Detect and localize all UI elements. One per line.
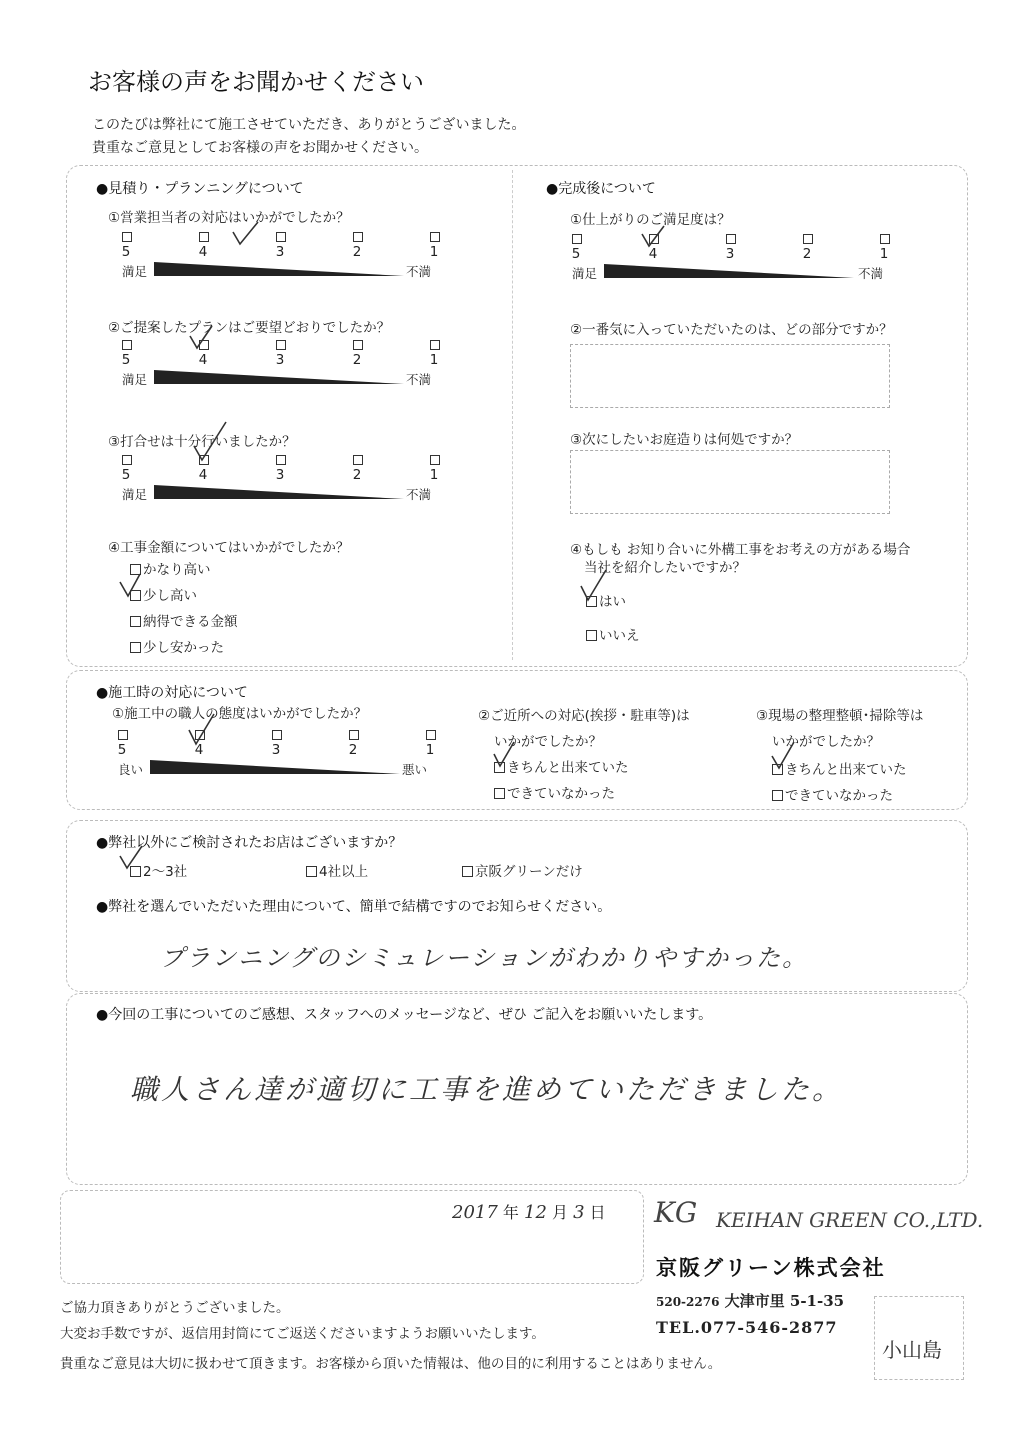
company-address (656, 1290, 844, 1311)
other-option-4plus[interactable]: 4社以上 (306, 860, 368, 880)
rating-5-label: 5 (571, 246, 581, 262)
rating-2-checkbox[interactable] (349, 730, 359, 740)
rating-1-checkbox[interactable] (880, 234, 890, 244)
after-q3-label: ③次にしたいお庭造りは何処ですか？ (570, 432, 799, 448)
scale-wedge (154, 370, 404, 384)
estimate-q4-label: ④工事金額についてはいかがでしたか？ (108, 540, 350, 556)
scale-wedge (154, 262, 404, 276)
scale-left-label: 満足 (122, 264, 148, 279)
scale-left-label: 満足 (122, 372, 148, 387)
rating-3-label: 3 (275, 244, 285, 260)
rating-5-label: 5 (121, 467, 131, 483)
other-shops-question: ●弊社以外にご検討されたお店はございますか？ (96, 835, 403, 851)
rating-3-checkbox[interactable] (276, 232, 286, 242)
intro-line-1: このたびは弊社にて施工させていただき、ありがとうございました。 (92, 117, 526, 133)
date-month: 12 (524, 1202, 547, 1223)
rating-2-checkbox[interactable] (803, 234, 813, 244)
rating-3-label: 3 (275, 467, 285, 483)
scale-left-label: 満足 (122, 487, 148, 502)
footer-line-3: 貴重なご意見は大切に扱わせて頂きます。お客様から頂いた情報は、他の目的に利用することはありません。 (60, 1356, 722, 1372)
postal-code: 520-2276 (656, 1295, 720, 1309)
rating-3-checkbox[interactable] (726, 234, 736, 244)
rating-1-checkbox[interactable] (430, 232, 440, 242)
estimate-q1-label: ①営業担当者の対応はいかがでしたか？ (108, 210, 350, 226)
date-line (452, 1200, 606, 1223)
company-logo: KG (654, 1196, 698, 1229)
rating-1-label: 1 (879, 246, 889, 262)
rating-1-label: 1 (429, 467, 439, 483)
rating-2-checkbox[interactable] (353, 232, 363, 242)
scale-wedge (150, 760, 400, 774)
after-heading: ●完成後について (546, 181, 656, 197)
cleanup-option-bad[interactable]: できていなかった (772, 784, 893, 804)
checkmark-icon (118, 844, 144, 872)
address-text: 大津市里 5-1-35 (724, 1292, 845, 1310)
date-year-label: 年 (502, 1203, 519, 1222)
checkmark-icon (186, 712, 216, 746)
construction-q1-label: ①施工中の職人の態度はいかがでしたか？ (112, 706, 368, 722)
rating-2-label: 2 (352, 244, 362, 260)
after-q2-label: ②一番気に入っていただいたのは、どの部分ですか？ (570, 322, 893, 338)
scale-left-label: 満足 (572, 266, 598, 281)
rating-4-checkbox[interactable] (199, 232, 209, 242)
rating-1-label: 1 (429, 244, 439, 260)
footer-line-2: 大変お手数ですが、返信用封筒にてご返送くださいますようお願いいたします。 (60, 1326, 545, 1342)
checkmark-icon (118, 572, 142, 600)
other-option-keihan-only[interactable]: 京阪グリーンだけ (462, 860, 583, 880)
checkmark-icon (190, 420, 230, 464)
rating-1-label: 1 (425, 742, 435, 758)
estimate-q3-scale (122, 455, 442, 505)
construction-q1-scale (118, 730, 438, 780)
neighbor-option-bad[interactable]: できていなかった (494, 782, 615, 802)
rating-1-checkbox[interactable] (426, 730, 436, 740)
footer-line-1: ご協力頂きありがとうございました。 (60, 1300, 290, 1316)
rating-3-label: 3 (271, 742, 281, 758)
rating-1-checkbox[interactable] (430, 340, 440, 350)
date-day-label: 日 (589, 1203, 606, 1222)
estimate-q2-scale (122, 340, 442, 390)
rating-3-checkbox[interactable] (276, 455, 286, 465)
rating-4-label: 4 (198, 244, 208, 260)
rating-4-label: 4 (198, 352, 208, 368)
rating-5-checkbox[interactable] (122, 455, 132, 465)
rating-4-label: 4 (198, 467, 208, 483)
message-question: ●今回の工事についてのご感想、スタッフへのメッセージなど、ぜひ ご記入をお願いいたします。 (96, 1007, 713, 1023)
other-option-2-3[interactable]: 2～3社 (130, 860, 187, 880)
recommend-no-option[interactable]: いいえ (586, 624, 640, 644)
estimate-q1-scale (122, 232, 442, 282)
construction-q2-label-2: いかがでしたか？ (494, 734, 602, 750)
rating-5-checkbox[interactable] (572, 234, 582, 244)
reason-question: ●弊社を選んでいただいた理由について、簡単で結構ですのでお知らせください。 (96, 899, 612, 915)
after-q1-scale (572, 234, 892, 284)
price-option-1[interactable]: かなり高い (130, 558, 211, 578)
rating-1-label: 1 (429, 352, 439, 368)
rating-5-checkbox[interactable] (118, 730, 128, 740)
after-q4-label-2: 当社を紹介したいですか？ (584, 560, 746, 576)
company-brand: KEIHAN GREEN CO.,LTD. (716, 1208, 984, 1232)
intro-line-2: 貴重なご意見としてお客様の声をお聞かせください。 (92, 140, 428, 156)
neighbor-option-good[interactable]: きちんと出来ていた (494, 756, 629, 776)
scale-right-label: 悪い (402, 762, 428, 777)
scale-right-label: 不満 (406, 372, 432, 387)
rating-1-checkbox[interactable] (430, 455, 440, 465)
rating-3-label: 3 (725, 246, 735, 262)
scale-wedge (604, 264, 854, 278)
scale-left-label: 良い (118, 762, 144, 777)
rating-2-label: 2 (802, 246, 812, 262)
scale-right-label: 不満 (858, 266, 884, 281)
rating-4-label: 4 (194, 742, 204, 758)
next-garden-answer-box[interactable] (570, 450, 890, 514)
checkmark-icon (188, 324, 214, 352)
scale-wedge (154, 485, 404, 499)
construction-q3-label: ③現場の整理整頓･掃除等は (756, 708, 924, 724)
estimate-heading: ●見積り・プランニングについて (96, 181, 304, 197)
favorite-part-answer-box[interactable] (570, 344, 890, 408)
rating-3-label: 3 (275, 352, 285, 368)
checkmark-icon (578, 568, 608, 604)
price-option-4[interactable]: 少し安かった (130, 636, 224, 656)
rating-2-checkbox[interactable] (353, 455, 363, 465)
after-q1-label: ①仕上がりのご満足度は？ (570, 212, 731, 228)
rating-5-label: 5 (121, 244, 131, 260)
rating-3-checkbox[interactable] (276, 340, 286, 350)
checkmark-icon (770, 740, 796, 772)
rating-2-label: 2 (348, 742, 358, 758)
price-option-3[interactable]: 納得できる金額 (130, 610, 238, 630)
construction-q3-label-2: いかがでしたか？ (772, 734, 880, 750)
reason-answer: プランニングのシミュレーションがわかりやすかった。 (160, 944, 809, 972)
checkmark-icon (640, 224, 666, 250)
rating-2-checkbox[interactable] (353, 340, 363, 350)
scale-right-label: 不満 (406, 487, 432, 502)
rating-2-label: 2 (352, 467, 362, 483)
rating-5-checkbox[interactable] (122, 340, 132, 350)
rating-4-label: 4 (648, 246, 658, 262)
checkmark-icon (492, 740, 516, 770)
recommend-yes-option[interactable]: はい (586, 590, 626, 610)
rating-5-label: 5 (117, 742, 127, 758)
price-option-2[interactable]: 少し高い (130, 584, 197, 604)
estimate-q3-label: ③打合せは十分行いましたか？ (108, 434, 296, 450)
date-month-label: 月 (552, 1203, 569, 1222)
rating-2-label: 2 (352, 352, 362, 368)
rating-5-checkbox[interactable] (122, 232, 132, 242)
date-year: 2017 (452, 1202, 498, 1223)
construction-heading: ●施工時の対応について (96, 685, 248, 701)
company-name: 京阪グリーン株式会社 (656, 1255, 886, 1280)
scale-right-label: 不満 (406, 264, 432, 279)
rating-5-label: 5 (121, 352, 131, 368)
after-q4-label: ④もしも お知り合いに外構工事をお考えの方がある場合 (570, 542, 911, 558)
column-divider (512, 170, 513, 660)
company-tel: TEL.077-546-2877 (656, 1318, 838, 1337)
cleanup-option-good[interactable]: きちんと出来ていた (772, 758, 907, 778)
staff-signature: 小山島 (882, 1338, 942, 1362)
checkmark-icon (230, 220, 260, 250)
date-day: 3 (573, 1202, 585, 1223)
page-title: お客様の声をお聞かせください (88, 68, 424, 96)
construction-q2-label: ②ご近所への対応(挨拶・駐車等)は (478, 708, 690, 724)
message-answer: 職人さん達が適切に工事を進めていただきました。 (130, 1073, 844, 1106)
estimate-q2-label: ②ご提案したプランはご要望どおりでしたか？ (108, 320, 391, 336)
rating-3-checkbox[interactable] (272, 730, 282, 740)
